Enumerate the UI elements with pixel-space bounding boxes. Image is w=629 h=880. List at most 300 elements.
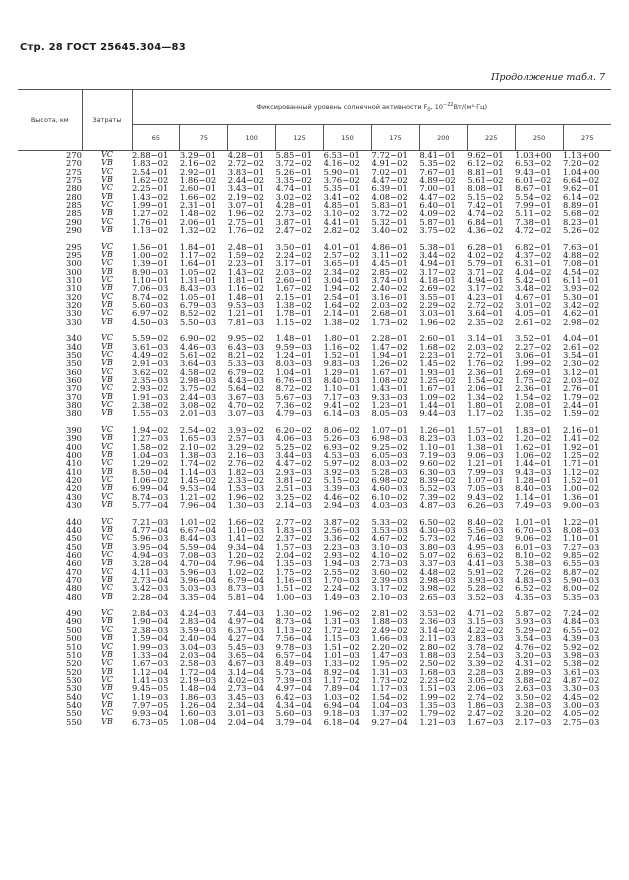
value-cell: 8.40−02 (467, 517, 504, 526)
cost-cell: VB (101, 250, 113, 259)
value-cell: 5.25−02 (275, 442, 312, 451)
value-cell: 1.06−02 (515, 450, 552, 460)
cost-cell: VB (101, 434, 113, 443)
value-cell: 1.59−02 (227, 250, 265, 260)
table-row (18, 334, 611, 342)
altitude-cell: 290 (66, 226, 82, 235)
altitude-cell: 390 (66, 434, 82, 443)
value-cell: 2.55−02 (323, 567, 360, 576)
table-row (18, 226, 611, 234)
table-row (18, 701, 611, 709)
altitude-cell: 420 (66, 475, 82, 485)
value-cell: 2.36−01 (467, 367, 504, 376)
value-cell: 1.99−03 (132, 642, 169, 651)
table-row (18, 268, 611, 276)
value-cell: 9.43−02 (467, 492, 504, 501)
value-cell: 3.01−02 (515, 301, 552, 310)
value-cell: 1.26−01 (419, 425, 456, 435)
value-cell: 2.54−02 (179, 425, 217, 435)
altitude-cell: 520 (66, 659, 82, 668)
value-cell: 2.93−02 (323, 550, 360, 560)
value-cell: 3.07−03 (227, 409, 265, 418)
value-cell: 1.10−01 (563, 534, 600, 543)
value-cell: 3.65−04 (227, 650, 265, 660)
value-cell: 3.25−02 (275, 492, 312, 501)
value-cell: 7.06−03 (132, 284, 169, 293)
altitude-cell: 330 (66, 309, 82, 318)
value-cell: 6.37−03 (227, 625, 265, 635)
value-cell: 2.73−04 (132, 575, 169, 585)
value-cell: 5.38−03 (515, 559, 552, 568)
value-cell: 5.07−02 (419, 550, 456, 560)
value-cell: 1.03−02 (467, 434, 504, 443)
value-cell: 2.69−02 (419, 284, 456, 293)
value-cell: 3.30−03 (563, 684, 600, 693)
cost-cell: VB (101, 525, 113, 534)
value-cell: 1.01−01 (515, 517, 552, 526)
value-cell: 2.98−02 (563, 317, 600, 327)
value-cell: 9.45−05 (132, 684, 169, 693)
table-row (18, 176, 611, 184)
value-cell: 1.43−01 (371, 384, 408, 393)
value-cell: 7.39−02 (419, 492, 456, 501)
table-row (18, 709, 611, 717)
value-cell: 9.41−02 (323, 401, 360, 410)
value-cell: 7.08−01 (563, 259, 600, 268)
altitude-cell: 285 (66, 201, 82, 210)
value-cell: 4.11−03 (132, 567, 169, 576)
value-cell: 4.46−03 (179, 342, 217, 351)
value-cell: 3.04−03 (179, 642, 217, 651)
value-cell: 3.60−02 (371, 567, 408, 576)
value-cell: 1.16−02 (323, 342, 360, 351)
table-row (18, 459, 611, 467)
value-cell: 8.73−03 (227, 584, 265, 593)
value-cell: 1.75−02 (515, 375, 552, 385)
value-cell: 5.26−01 (275, 167, 312, 177)
value-cell: 1.41−03 (132, 675, 169, 685)
column-header-value: 100 (228, 125, 276, 151)
value-cell: 1.86−02 (179, 176, 217, 185)
value-cell: 1.23−01 (371, 401, 408, 410)
value-cell: 3.72−02 (275, 159, 312, 168)
group-spacer-cell (18, 234, 611, 242)
value-cell: 3.52−03 (467, 592, 504, 601)
value-cell: 1.49−03 (323, 592, 360, 601)
column-header-value: 75 (180, 125, 228, 151)
value-cell: 2.25−01 (132, 184, 169, 193)
value-cell: 8.72−02 (275, 384, 312, 393)
value-cell: 2.04−04 (227, 717, 265, 726)
value-cell: 4.74−01 (275, 184, 312, 193)
value-cell: 1.68−03 (419, 667, 456, 676)
value-cell: 4.28−01 (275, 201, 312, 210)
value-cell: 7.63−01 (563, 242, 600, 251)
value-cell: 4.71−02 (467, 609, 504, 618)
value-cell: 3.75−02 (179, 384, 217, 393)
value-cell: 4.08−02 (371, 192, 408, 202)
value-cell: 2.69−01 (515, 367, 552, 376)
table-row (18, 159, 611, 167)
value-cell: 5.26−03 (323, 434, 360, 443)
value-cell: 4.30−03 (419, 525, 456, 535)
value-cell: 6.12−02 (467, 159, 504, 168)
value-cell: 2.01−03 (179, 409, 217, 418)
value-cell: 4.94−01 (467, 276, 504, 285)
value-cell: 7.72−01 (371, 150, 408, 160)
value-cell: 5.91−02 (467, 567, 504, 576)
value-cell: 2.29−02 (419, 301, 456, 310)
value-cell: 4.37−02 (515, 250, 552, 260)
value-cell: 2.23−02 (419, 675, 456, 685)
altitude-cell: 270 (66, 150, 82, 160)
value-cell: 2.23−03 (323, 542, 360, 551)
value-cell: 1.37−02 (371, 709, 408, 718)
value-cell: 4.76−02 (515, 642, 552, 651)
value-cell: 4.84−03 (563, 617, 600, 626)
value-cell: 3.14−02 (419, 625, 456, 635)
value-cell: 1.26−02 (371, 359, 408, 368)
value-cell: 4.49−02 (132, 350, 169, 360)
cost-cell: VC (101, 625, 113, 634)
table-row (18, 309, 611, 317)
value-cell: 4.94−03 (132, 550, 169, 560)
altitude-cell: 330 (66, 317, 82, 327)
value-cell: 7.24−02 (563, 609, 600, 618)
value-cell: 3.17−02 (467, 284, 504, 293)
value-cell: 6.01−02 (515, 176, 552, 185)
value-cell: 3.80−03 (419, 542, 456, 551)
value-cell: 1.75−02 (275, 567, 312, 576)
value-cell: 1.64−02 (323, 301, 360, 310)
value-cell: 1.60−03 (179, 709, 217, 718)
value-cell: 5.29−02 (515, 625, 552, 635)
group-spacer (18, 509, 611, 517)
value-cell: 1.10−03 (227, 525, 265, 535)
value-cell: 2.40−04 (179, 634, 217, 643)
value-cell: 4.41−03 (467, 559, 504, 568)
cost-cell: VC (101, 692, 113, 701)
cost-cell: VB (101, 359, 113, 368)
cost-cell: VB (101, 192, 113, 201)
value-cell: 1.72−04 (179, 667, 217, 676)
value-cell: 1.95−02 (371, 659, 408, 668)
altitude-cell: 450 (66, 542, 82, 551)
table-row (18, 168, 611, 176)
value-cell: 5.64−02 (227, 384, 265, 393)
value-cell: 2.98−03 (419, 575, 456, 585)
value-cell: 1.33−04 (132, 650, 169, 660)
value-cell: 8.40−03 (515, 484, 552, 493)
value-cell: 8.92−04 (323, 667, 360, 676)
table-row (18, 293, 611, 301)
value-cell: 1.41−02 (563, 434, 600, 443)
value-cell: 2.16−03 (227, 450, 265, 460)
group-header-sub: 0 (427, 106, 431, 113)
table-row (18, 501, 611, 509)
group-spacer (18, 326, 611, 334)
value-cell: 4.04−02 (515, 267, 552, 276)
value-cell: 8.87−02 (563, 567, 600, 576)
value-cell: 3.17−01 (275, 259, 312, 268)
value-cell: 1.54−02 (371, 692, 408, 701)
value-cell: 2.73−04 (227, 684, 265, 693)
value-cell: 2.34−02 (323, 267, 360, 276)
table-row (18, 151, 611, 160)
value-cell: 4.88−02 (563, 250, 600, 260)
altitude-cell: 400 (66, 450, 82, 460)
group-spacer-cell (18, 601, 611, 609)
value-cell: 6.79−03 (179, 301, 217, 310)
altitude-cell: 290 (66, 217, 82, 227)
value-cell: 4.70−02 (227, 401, 265, 410)
altitude-cell: 285 (66, 209, 82, 218)
value-cell: 8.08−01 (467, 184, 504, 193)
cost-cell: VC (101, 492, 113, 501)
value-cell: 1.10−01 (132, 276, 169, 285)
value-cell: 9.62−01 (563, 184, 600, 193)
value-cell: 1.12−04 (132, 667, 169, 676)
altitude-cell: 340 (66, 334, 82, 343)
value-cell: 5.90−03 (563, 575, 600, 585)
value-cell: 1.05−02 (179, 267, 217, 276)
value-cell: 2.30−02 (563, 359, 600, 368)
value-cell: 7.21−03 (132, 517, 169, 526)
value-cell: 3.39−03 (323, 484, 360, 493)
value-cell: 1.80−01 (323, 334, 360, 343)
cost-cell: VC (101, 475, 113, 484)
value-cell: 4.87−03 (419, 500, 456, 510)
value-cell: 8.74−03 (132, 492, 169, 501)
table-row (18, 451, 611, 459)
value-cell: 4.50−03 (132, 317, 169, 327)
value-cell: 3.28−04 (132, 559, 169, 568)
value-cell: 2.03−02 (467, 342, 504, 351)
value-cell: 5.96−03 (132, 534, 169, 543)
value-cell: 2.15−01 (275, 292, 312, 302)
value-cell: 1.72−02 (323, 625, 360, 635)
altitude-cell: 275 (66, 176, 82, 185)
value-cell: 2.54−03 (467, 650, 504, 660)
value-cell: 3.20−03 (515, 650, 552, 660)
cost-cell: VB (101, 617, 113, 626)
value-cell: 1.59−04 (132, 634, 169, 643)
altitude-cell: 540 (66, 692, 82, 701)
value-cell: 7.97−05 (132, 700, 169, 710)
table-row (18, 634, 611, 642)
value-cell: 3.93−03 (515, 617, 552, 626)
value-cell: 3.05−02 (467, 675, 504, 685)
value-cell: 1.41−02 (227, 534, 265, 543)
value-cell: 2.14−03 (275, 500, 312, 510)
value-cell: 2.38−03 (515, 700, 552, 710)
value-cell: 9.44−03 (419, 409, 456, 418)
value-cell: 6.97−02 (132, 309, 169, 318)
value-cell: 1.62−02 (132, 176, 169, 185)
value-cell: 6.82−01 (515, 242, 552, 251)
value-cell: 5.61−02 (179, 350, 217, 360)
value-cell: 4.45−02 (563, 692, 600, 701)
value-cell: 4.94−01 (419, 259, 456, 268)
value-cell: 2.83−03 (467, 634, 504, 643)
value-cell: 1.94−02 (132, 425, 169, 435)
table-row (18, 443, 611, 451)
value-cell: 9.06−03 (467, 450, 504, 460)
value-cell: 1.90−04 (132, 617, 169, 626)
value-cell: 2.47−02 (275, 226, 312, 235)
value-cell: 9.25−02 (371, 442, 408, 451)
value-cell: 2.75−01 (227, 217, 265, 227)
value-cell: 4.05−01 (515, 309, 552, 318)
table-row (18, 718, 611, 726)
value-cell: 4.58−02 (179, 367, 217, 376)
value-cell: 1.96−02 (227, 209, 265, 218)
value-cell: 1.02−02 (227, 567, 265, 576)
value-cell: 3.01−03 (227, 709, 265, 718)
cost-cell: VC (101, 459, 113, 468)
value-cell: 2.38−02 (132, 401, 169, 410)
value-cell: 2.37−02 (275, 534, 312, 543)
value-cell: 3.42−03 (132, 584, 169, 593)
value-cell: 1.94−02 (323, 284, 360, 293)
value-cell: 3.10−02 (323, 209, 360, 218)
value-cell: 1.54−02 (467, 375, 504, 385)
value-cell: 7.02−01 (371, 167, 408, 177)
value-cell: 1.88−03 (371, 617, 408, 626)
value-cell: 2.34−04 (227, 700, 265, 710)
value-cell: 7.56−04 (275, 634, 312, 643)
value-cell: 1.76−02 (227, 226, 265, 235)
cost-cell: VB (101, 375, 113, 384)
value-cell: 1.67−01 (419, 384, 456, 393)
group-spacer-cell (18, 509, 611, 517)
value-cell: 7.05−03 (467, 484, 504, 493)
value-cell: 5.87−01 (419, 217, 456, 227)
value-cell: 2.57−03 (227, 434, 265, 443)
value-cell: 4.86−01 (371, 242, 408, 251)
value-cell: 1.99−02 (419, 692, 456, 701)
value-cell: 4.70−04 (179, 559, 217, 568)
value-cell: 4.04−01 (563, 334, 600, 343)
value-cell: 6.73−05 (132, 717, 169, 726)
value-cell: 1.16−02 (227, 284, 265, 293)
altitude-cell: 480 (66, 584, 82, 593)
altitude-cell: 275 (66, 167, 82, 177)
altitude-cell: 320 (66, 301, 82, 310)
value-cell: 4.39−03 (563, 634, 600, 643)
value-cell: 2.77−02 (275, 517, 312, 526)
table-row (18, 468, 611, 476)
cost-cell: VB (101, 559, 113, 568)
cost-cell: VC (101, 659, 113, 668)
value-cell: 1.96−02 (227, 492, 265, 501)
value-cell: 1.21−01 (227, 309, 265, 318)
value-cell: 3.36−02 (323, 534, 360, 543)
value-cell: 9.06−02 (515, 534, 552, 543)
value-cell: 4.97−04 (275, 684, 312, 693)
value-cell: 2.76−01 (563, 384, 600, 393)
value-cell: 4.27−04 (227, 634, 265, 643)
value-cell: 4.24−03 (179, 609, 217, 618)
value-cell: 1.13+00 (563, 150, 600, 160)
value-cell: 2.58−03 (179, 659, 217, 668)
cost-cell: VC (101, 242, 113, 251)
value-cell: 4.45−01 (371, 259, 408, 268)
value-cell: 1.82−03 (227, 467, 265, 476)
value-cell: 1.84−01 (179, 242, 217, 251)
cost-cell: VC (101, 675, 113, 684)
value-cell: 1.57−01 (467, 425, 504, 435)
value-cell: 6.63−02 (467, 550, 504, 560)
altitude-cell: 530 (66, 675, 82, 685)
value-cell: 8.90−03 (132, 267, 169, 276)
value-cell: 9.83−03 (323, 359, 360, 368)
value-cell: 2.84−03 (132, 609, 169, 618)
value-cell: 9.34−04 (227, 542, 265, 551)
altitude-cell: 500 (66, 625, 82, 635)
value-cell: 5.28−02 (467, 584, 504, 593)
value-cell: 5.50−03 (179, 317, 217, 327)
table-row (18, 693, 611, 701)
table-row (18, 209, 611, 217)
value-cell: 1.04−01 (275, 367, 312, 376)
table-row (18, 526, 611, 534)
cost-cell: VB (101, 159, 113, 168)
value-cell: 1.21−01 (467, 459, 504, 468)
value-cell: 1.51−02 (275, 584, 312, 593)
value-cell: 5.38−01 (419, 242, 456, 251)
value-cell: 4.85−01 (323, 201, 360, 210)
value-cell: 1.48−01 (227, 292, 265, 302)
value-cell: 5.92−02 (563, 642, 600, 651)
value-cell: 3.54−03 (515, 634, 552, 643)
value-cell: 8.52−02 (179, 309, 217, 318)
value-cell: 4.06−03 (275, 434, 312, 443)
value-cell: 1.01−03 (323, 650, 360, 660)
table-row (18, 343, 611, 351)
value-cell: 4.54−02 (563, 267, 600, 276)
value-cell: 2.49−02 (371, 625, 408, 635)
table-row (18, 259, 611, 267)
column-header-value: 150 (324, 125, 372, 151)
value-cell: 4.41−01 (323, 217, 360, 227)
value-cell: 5.56−03 (467, 525, 504, 535)
value-cell: 2.14−01 (323, 309, 360, 318)
value-cell: 4.23−01 (467, 292, 504, 302)
table-row (18, 609, 611, 617)
value-cell: 3.52−01 (515, 334, 552, 343)
altitude-cell: 270 (66, 159, 82, 168)
value-cell: 3.64−03 (179, 359, 217, 368)
value-cell: 7.19−03 (419, 450, 456, 460)
value-cell: 8.41−01 (419, 150, 456, 160)
table-row (18, 534, 611, 542)
table-row (18, 218, 611, 226)
value-cell: 3.45−03 (227, 692, 265, 701)
cost-cell: VB (101, 684, 113, 693)
value-cell: 4.31−02 (515, 659, 552, 668)
value-cell: 9.43−01 (515, 167, 552, 177)
value-cell: 2.63−03 (515, 684, 552, 693)
value-cell: 9.93−04 (132, 709, 169, 718)
value-cell: 4.83−03 (515, 575, 552, 585)
value-cell: 3.43−01 (227, 184, 265, 193)
value-cell: 3.98−03 (563, 650, 600, 660)
table-row (18, 426, 611, 434)
value-cell: 2.11−03 (419, 634, 456, 643)
value-cell: 8.43−03 (179, 284, 217, 293)
value-cell: 1.38−02 (323, 317, 360, 327)
